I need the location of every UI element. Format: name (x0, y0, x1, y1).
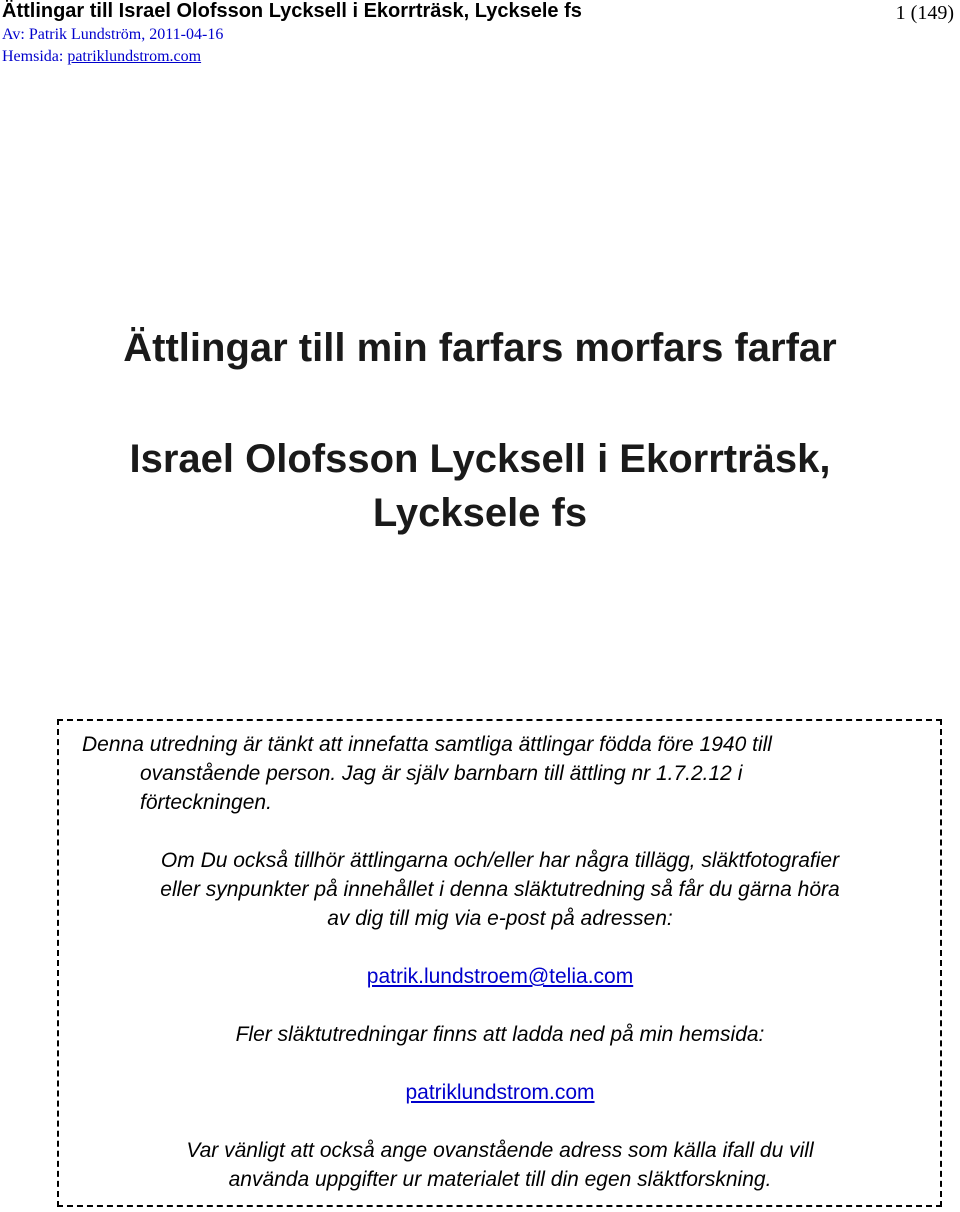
contact-line-3: av dig till mig via e-post på adressen: (327, 907, 673, 930)
contact-line-1: Om Du också tillhör ättlingarna och/eller har några tillägg, släktfotografier (160, 849, 840, 872)
page-title: Ättlingar till min farfars morfars farfar (123, 326, 837, 370)
source-paragraph (60, 1136, 940, 1194)
homepage-link[interactable]: patriklundstrom.com (67, 48, 202, 65)
document-header-title: Ättlingar till Israel Olofsson Lycksell i Ekorrträsk, Lycksele fs (2, 0, 582, 22)
email-link[interactable]: patrik.lundstroem@telia.com (366, 965, 634, 988)
author-line: Av: Patrik Lundström, 2011-04-16 (2, 26, 224, 43)
source-line-2: använda uppgifter ur materialet till din egen släktforskning. (228, 1168, 772, 1191)
homepage-label: Hemsida: (2, 48, 68, 65)
website-line (60, 1078, 940, 1107)
email-line (60, 962, 940, 991)
intro-line-3: förteckningen. (140, 791, 272, 814)
page-subtitle (0, 432, 960, 540)
source-line-1: Var vänligt att också ange ovanstående adress som källa ifall du vill (186, 1139, 814, 1162)
intro-paragraph (82, 730, 882, 817)
intro-line-2: ovanstående person. Jag är själv barnbarn till ättling nr 1.7.2.12 i (140, 762, 743, 785)
subtitle-line-1: Israel Olofsson Lycksell i Ekorrträsk, (129, 437, 831, 481)
more-genealogies-text: Fler släktutredningar finns att ladda ned på min hemsida: (235, 1023, 765, 1046)
page-number: 1 (149) (895, 2, 954, 24)
contact-paragraph (60, 846, 940, 933)
contact-line-2: eller synpunkter på innehållet i denna släktutredning så får du gärna höra (160, 878, 840, 901)
subtitle-line-2: Lycksele fs (372, 491, 588, 535)
homepage-line (2, 48, 201, 66)
website-link[interactable]: patriklundstrom.com (405, 1081, 595, 1104)
intro-line-1: Denna utredning är tänkt att innefatta samtliga ättlingar födda före 1940 till (82, 733, 772, 756)
